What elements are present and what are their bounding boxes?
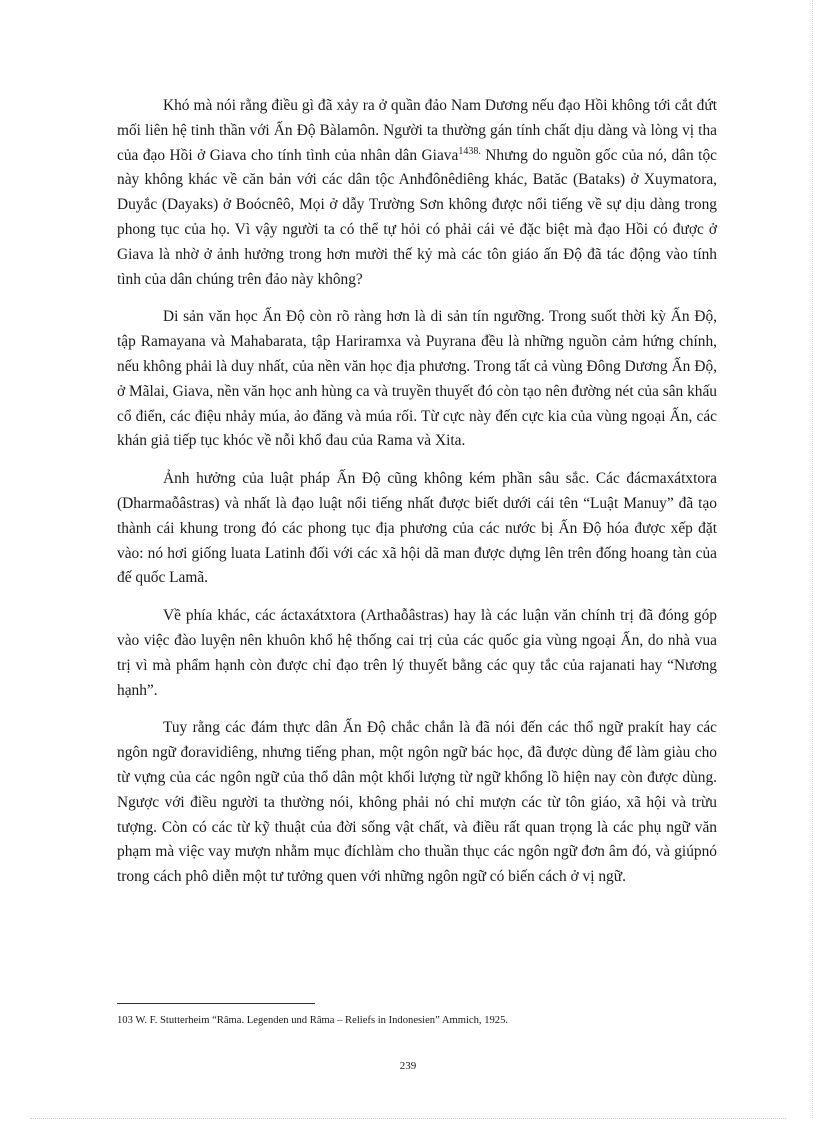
footnote <box>117 1014 717 1028</box>
paragraph-1-text-continued: Nhưng do nguồn gốc của nó, dân tộc này không khác về căn bản với các dân tộc Anhđônêdiêng khác, Batăc (Bataks) ở Xuymatora, Duyắc (Dayaks) ở Boócnêô, Mọi ở dẫy Trường Sơn không được nổi tiếng về sự dịu dàng trong phong tục của họ. Vì vậy người ta có thể tự hỏi có phải cái vẻ đặc biệt mà đạo Hồi có được ở Giava là nhờ ở ảnh hưởng trong hơn mười thế kỷ mà các tôn giáo ấn Độ đã tác động vào tính tình của dân chúng trên đảo này không? <box>117 146 717 288</box>
footnote-text: W. F. Stutterheim “Râma. Legenden und Râma – Reliefs in Indonesien” Ammich, 1925. <box>132 1015 509 1026</box>
paragraph-1-text: Khó mà nói rằng điều gì đã xảy ra ở quần đảo Nam Dương nếu đạo Hồi không tới cắt đứt mối liên hệ tinh thần với Ấn Độ Bàlamôn. Người ta thường gán tính chất dịu dàng và lòng vị tha của đạo Hồi ở Giava cho tính tình của nhân dân Giava <box>117 97 717 164</box>
footnote-marker: 1438. <box>458 145 481 157</box>
footnote-number: 103 <box>117 1015 133 1026</box>
page-bottom-border <box>30 1118 786 1119</box>
footnote-separator <box>117 1003 315 1004</box>
page-right-border <box>812 0 813 1118</box>
page-number: 239 <box>399 1060 417 1072</box>
paragraph-2: Di sản văn học Ấn Độ còn rõ ràng hơn là di sản tín ngưỡng. Trong suốt thời kỳ Ấn Độ, tập Ramayana và Mahabarata, tập Hariramxa và Puyrana đều là những nguồn cảm hứng chính, nếu không phải là duy nhất, của nền văn học địa phương. Trong tất cả vùng Đông Dương Ấn Độ, ở Mãlai, Giava, nền văn học anh hùng ca và truyền thuyết đó còn tạo nên đường nét của sân khấu cổ điển, các điệu nhảy múa, ảo đăng và múa rối. Từ cực này đến cực kia của vùng ngoại Ấn, các khán giả tiếp tục khóc về nỗi khổ đau của Rama và Xita. <box>117 308 717 450</box>
paragraph-4: Về phía khác, các áctaxátxtora (Arthaỗâstras) hay là các luận văn chính trị đã đóng góp vào việc đào luyện nên khuôn khổ hệ thống cai trị của các quốc gia vùng ngoại Ấn, do nhà vua trị vì mà phẩm hạnh còn được chỉ đạo trên lý thuyết bằng các quy tắc của rajanati hay “Nương hạnh”. <box>117 607 717 699</box>
paragraph-1 <box>117 94 717 292</box>
paragraph-3: Ảnh hưởng của luật pháp Ấn Độ cũng không kém phần sâu sắc. Các đácmaxátxtora (Dharmaỗâstras) và nhất là đạo luật nổi tiếng nhất được biết dưới cái tên “Luật Manuy” đã tạo thành cái khung trong đó các phong tục địa phương của các nước bị Ấn Độ hóa được xếp đặt vào: nó hơi giống luata Latinh đối với các xã hội dã man được dựng lên trên đống hoang tàn của đế quốc Lamã. <box>117 470 717 587</box>
paragraph-5: Tuy rằng các đám thực dân Ấn Độ chắc chắn là đã nói đến các thổ ngữ prakít hay các ngôn ngữ đoravidiêng, nhưng tiếng phan, một ngôn ngữ bác học, đã được dùng để làm giàu cho từ vựng của các ngôn ngữ của thổ dân một khối lượng từ ngữ khổng lồ hiện nay còn được dùng. Ngược với điều người ta thường nói, không phải nó chỉ mượn các từ tôn giáo, xã hội và trừu tượng. Còn có các từ kỹ thuật của đời sống vật chất, và điều rất quan trọng là các phụ ngữ văn phạm mà việc vay mượn nhằm mục đíchlàm cho thuần thục các ngôn ngữ đơn âm đó, và giúpnó trong cách phô diễn một tư tưởng quen với những ngôn ngữ có biến cách ở vị ngữ. <box>117 719 717 886</box>
body-text <box>117 94 717 903</box>
